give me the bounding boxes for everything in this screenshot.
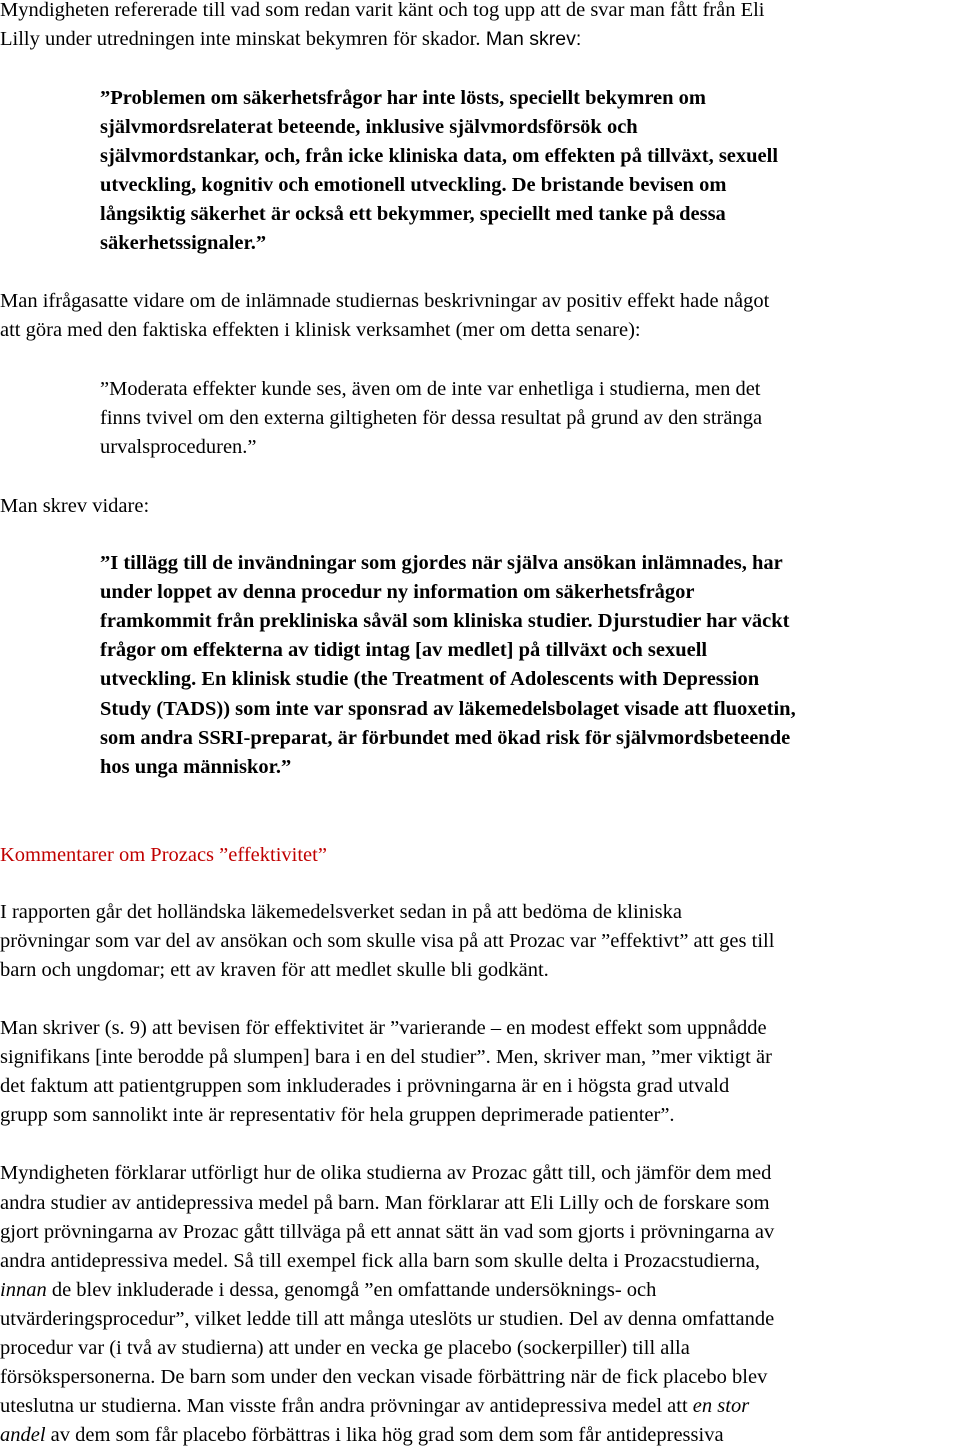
para4-line: Man skriver (s. 9) att bevisen för effektivitet är ”varierande – en modest effekt som uppnådde xyxy=(0,1017,767,1039)
quote3-line: framkommit från prekliniska såväl som kliniska studier. Djurstudier har väckt xyxy=(100,610,790,632)
para5-line xyxy=(0,1421,724,1450)
quote1-line: självmordstankar, och, från icke kliniska data, om effekten på tillväxt, sexuell xyxy=(100,145,779,167)
para1-line: att göra med den faktiska effekten i klinisk verksamhet (mer om detta senare): xyxy=(0,319,641,341)
quote1-line: säkerhetssignaler.” xyxy=(100,232,267,254)
para5-line xyxy=(0,1276,656,1305)
intro-line-2 xyxy=(0,25,581,54)
para3-line: barn och ungdomar; ett av kraven för att medlet skulle bli godkänt. xyxy=(0,959,549,981)
quote1-line: långsiktig säkerhet är också ett bekymmer, speciellt med tanke på dessa xyxy=(100,203,726,225)
quote1-line: självmordsrelaterat beteende, inklusive självmordsförsök och xyxy=(100,116,638,138)
emphasis-innan: innan xyxy=(0,1279,47,1301)
quote2-line: finns tvivel om den externa giltigheten för dessa resultat på grund av den stränga xyxy=(100,407,763,429)
intro-line-2-tail: Man skrev: xyxy=(480,28,582,50)
para5-line-9-start: uteslutna ur studierna. Man visste från andra prövningar av antidepressiva medel att xyxy=(0,1395,693,1417)
intro-line-2-text: Lilly under utredningen inte minskat bekymren för skador. xyxy=(0,28,481,50)
para5-line: andra studier av antidepressiva medel på barn. Man förklarar att Eli Lilly och de forskare som xyxy=(0,1192,770,1214)
quote3-line: hos unga människor.” xyxy=(100,756,292,778)
para4-line: det faktum att patientgruppen som inkluderades i prövningarna är en i högsta grad utvald xyxy=(0,1075,730,1097)
para5-line: andra antidepressiva medel. Så till exempel fick alla barn som skulle delta i Prozacstudierna, xyxy=(0,1250,760,1272)
emphasis-andel: andel xyxy=(0,1424,46,1446)
para5-line: Myndigheten förklarar utförligt hur de olika studierna av Prozac gått till, och jämför dem med xyxy=(0,1162,772,1184)
para5-line-5-rest: de blev inkluderade i dessa, genomgå ”en omfattande undersöknings- och xyxy=(46,1279,657,1301)
para1-line: Man ifrågasatte vidare om de inlämnade studiernas beskrivningar av positiv effekt hade något xyxy=(0,290,770,312)
para5-line-10-rest: av dem som får placebo förbättras i lika hög grad som dem som får antidepressiva xyxy=(45,1424,724,1446)
quote3-line: ”I tillägg till de invändningar som gjordes när själva ansökan inlämnades, har xyxy=(100,552,783,574)
section-heading: Kommentarer om Prozacs ”effektivitet” xyxy=(0,844,327,866)
quote3-line: utveckling. En klinisk studie (the Treatment of Adolescents with Depression xyxy=(100,668,760,690)
quote1-line: utveckling, kognitiv och emotionell utveckling. De bristande bevisen om xyxy=(100,174,727,196)
para4-line: grupp som sannolikt inte är representativ för hela gruppen deprimerade patienter”. xyxy=(0,1104,675,1126)
para4-line: signifikans [inte berodde på slumpen] bara i en del studier”. Men, skriver man, ”mer viktigt är xyxy=(0,1046,772,1068)
quote1-line: ”Problemen om säkerhetsfrågor har inte lösts, speciellt bekymren om xyxy=(100,87,707,109)
para5-line: procedur var (i två av studierna) att under en vecka ge placebo (sockerpiller) till alla xyxy=(0,1337,690,1359)
quote2-line: urvalsproceduren.” xyxy=(100,436,257,458)
para5-line xyxy=(0,1392,749,1421)
quote3-line: under loppet av denna procedur ny information om säkerhetsfrågor xyxy=(100,581,695,603)
para3-line: I rapporten går det holländska läkemedelsverket sedan in på att bedöma de kliniska xyxy=(0,901,682,923)
para2-line: Man skrev vidare: xyxy=(0,495,150,517)
quote3-line: Study (TADS)) som inte var sponsrad av läkemedelsbolaget visade att fluoxetin, xyxy=(100,698,796,720)
emphasis-en-stor: en stor xyxy=(692,1395,750,1417)
para5-line: försökspersonerna. De barn som under den veckan visade förbättring när de fick placebo blev xyxy=(0,1366,768,1388)
intro-line-1: Myndigheten refererade till vad som redan varit känt och tog upp att de svar man fått från Eli xyxy=(0,0,765,21)
quote3-line: frågor om effekterna av tidigt intag [av medlet] på tillväxt och sexuell xyxy=(100,639,708,661)
quote3-line: som andra SSRI-preparat, är förbundet med ökad risk för självmordsbeteende xyxy=(100,727,791,749)
para5-line: utvärderingsprocedur”, vilket ledde till att många uteslöts ur studien. Del av denna omfattande xyxy=(0,1308,775,1330)
quote2-line: ”Moderata effekter kunde ses, även om de inte var enhetliga i studierna, men det xyxy=(100,378,761,400)
para3-line: prövningar som var del av ansökan och som skulle visa på att Prozac var ”effektivt” att ges till xyxy=(0,930,775,952)
para5-line: gjort prövningarna av Prozac gått tillväga på ett annat sätt än vad som gjorts i prövningarna av xyxy=(0,1221,775,1243)
